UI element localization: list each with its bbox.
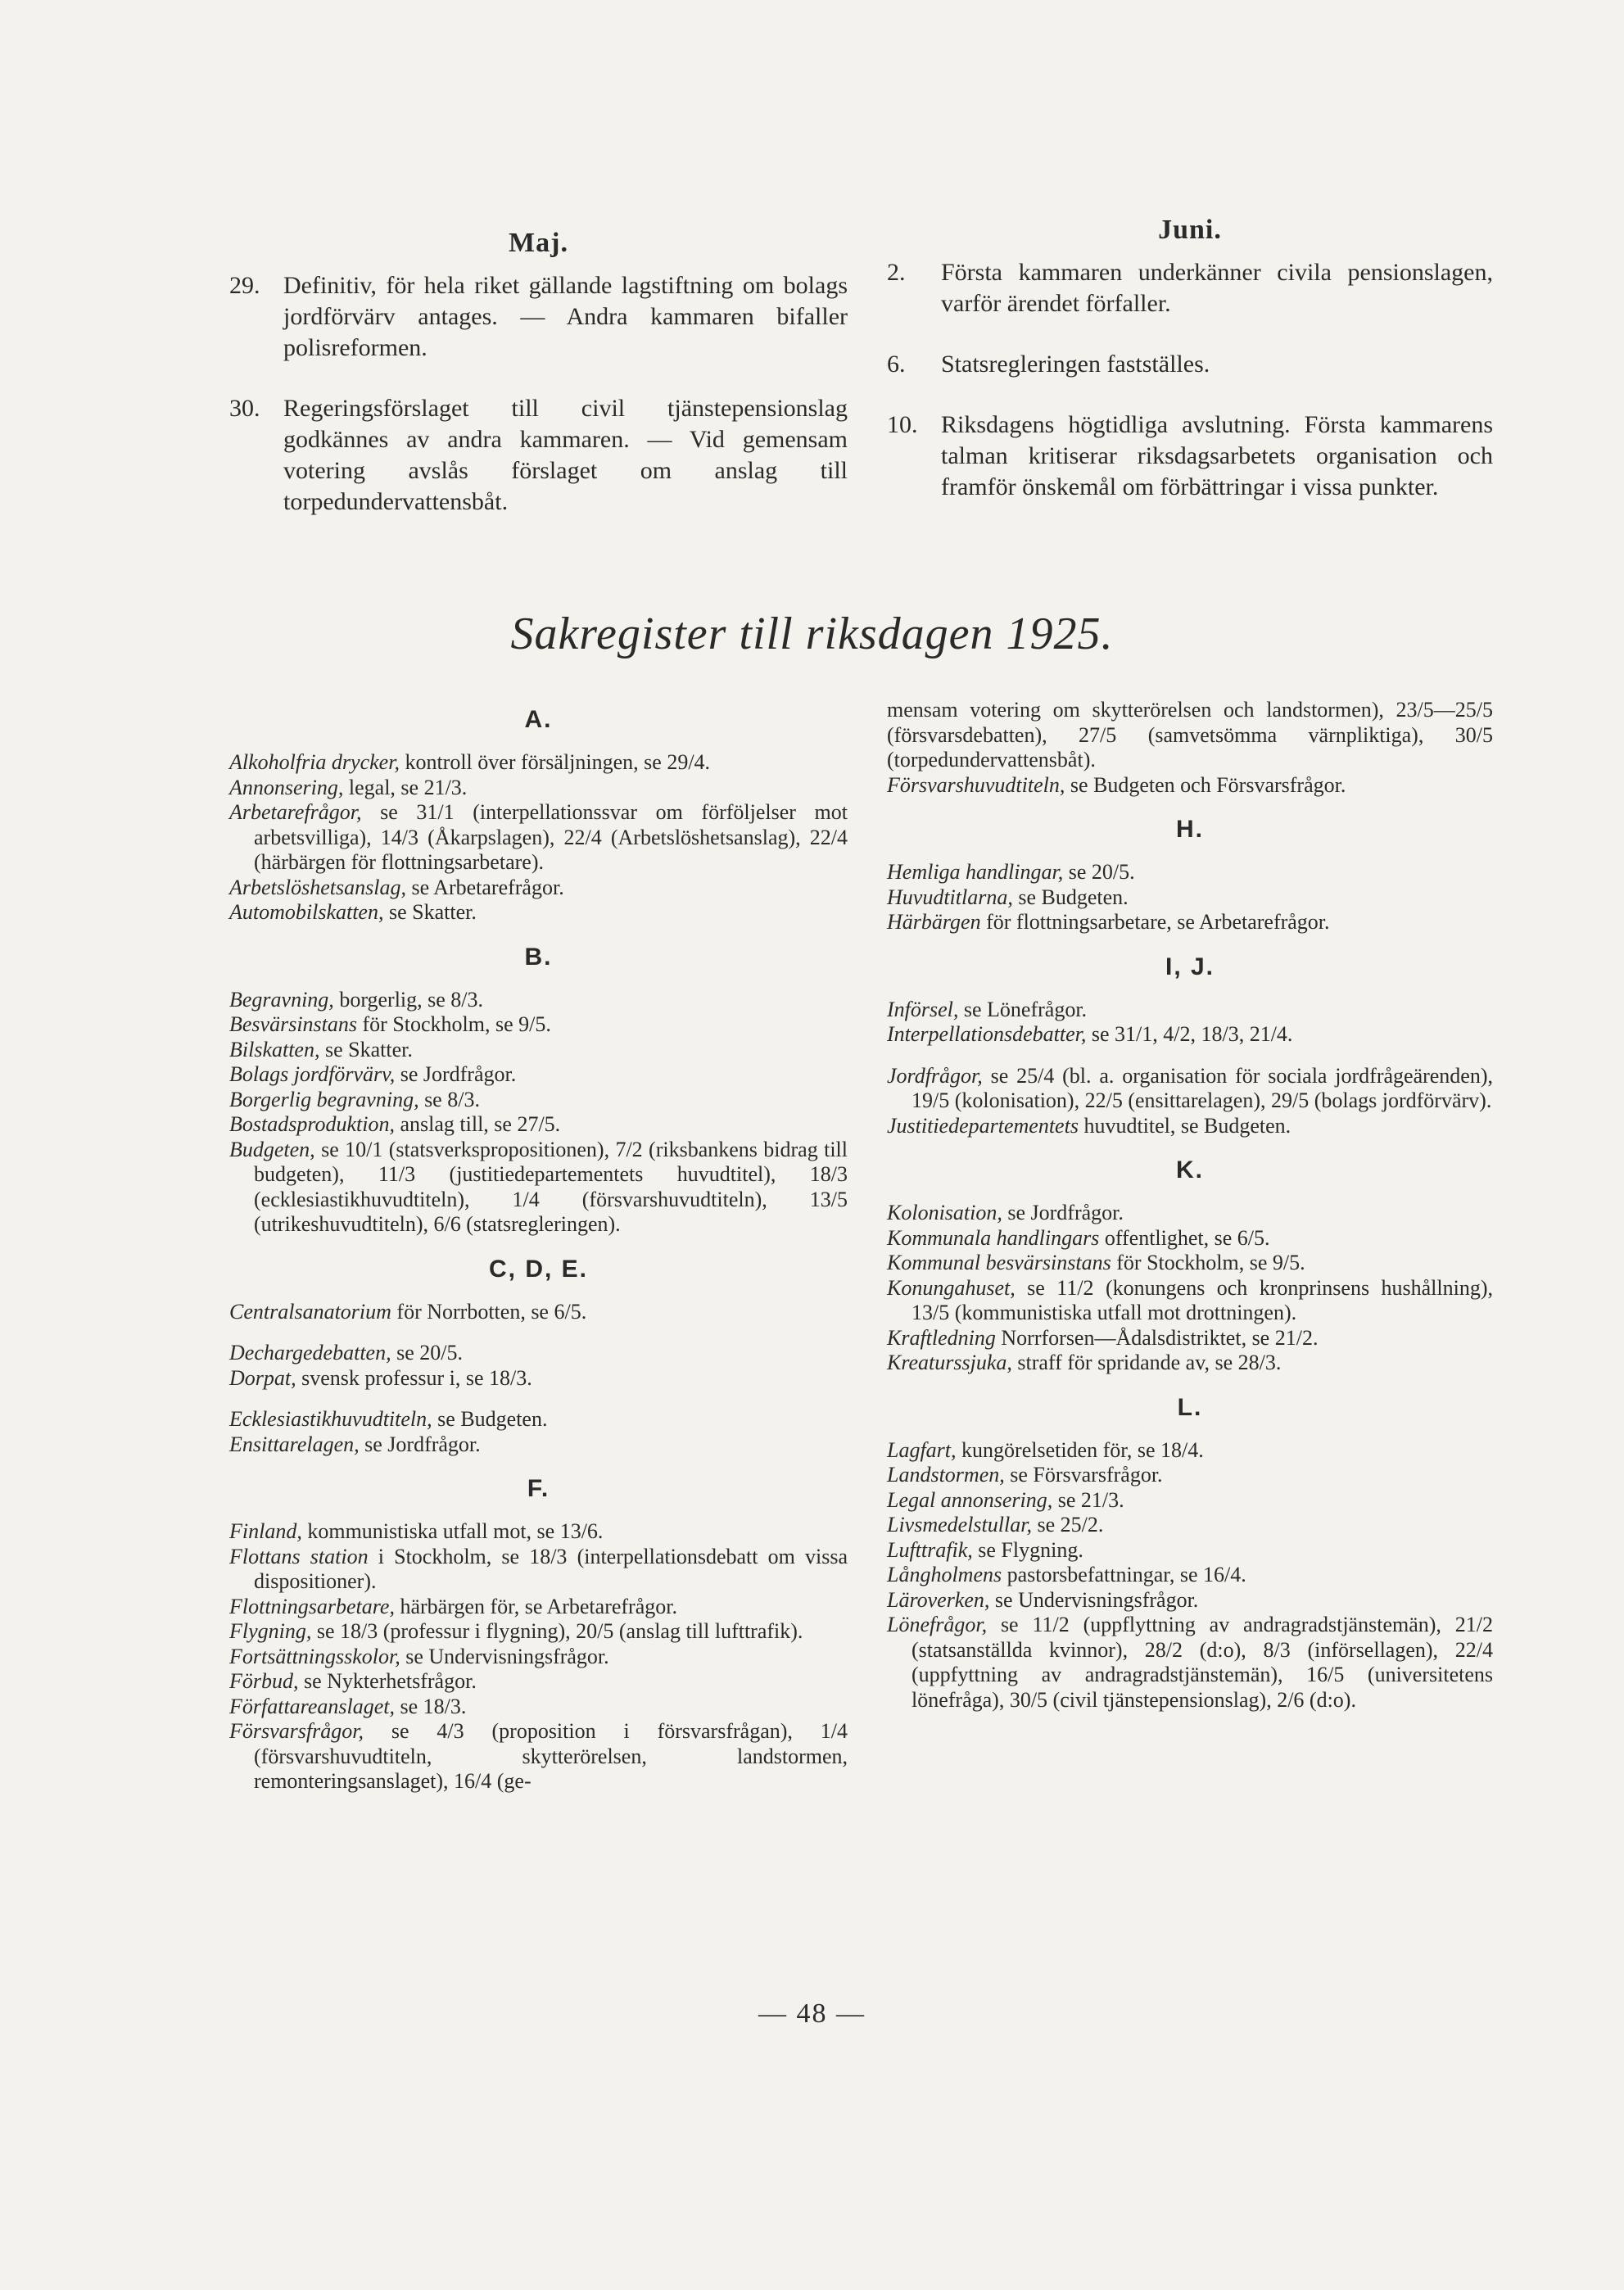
index-term: Justitiedepartementets xyxy=(887,1113,1079,1138)
index-term: Läroverken, xyxy=(887,1587,990,1612)
index-term: Dorpat, xyxy=(229,1365,296,1390)
index-entry xyxy=(887,1438,1493,1464)
index-reference: se 31/1, 4/2, 18/3, 21/4. xyxy=(1086,1022,1293,1046)
month-heading: Juni. xyxy=(1158,215,1222,245)
event-text: Riksdagens högtidliga avslutning. Första kammarens talman kritiserar riksdagsarbetets organisation och framför önskemål om förbättringar i vissa punkter. xyxy=(941,411,1493,500)
index-term: Begravning, xyxy=(229,987,334,1011)
index-reference: svensk professur i, se 18/3. xyxy=(296,1365,532,1390)
index-entry xyxy=(229,1300,848,1325)
index-entry xyxy=(229,1088,848,1113)
index-reference: se Nykterhetsfrågor. xyxy=(298,1669,477,1693)
page-number: — 48 — xyxy=(758,1998,866,2029)
index-term: Bilskatten, xyxy=(229,1037,320,1061)
section-letter: A. xyxy=(524,706,553,733)
index-entry xyxy=(229,1695,848,1720)
event-text: Statsregleringen fastställes. xyxy=(941,351,1210,378)
event-text: Definitiv, för hela riket gällande lagstiftning om bolags jordförvärv antages. — Andra kammaren bifaller polisreformen. xyxy=(283,272,848,361)
index-entry xyxy=(229,1138,848,1238)
index-term: Arbetarefrågor, xyxy=(229,800,362,824)
event-item xyxy=(229,270,848,364)
register-title: Sakregister till riksdagen 1925. xyxy=(510,609,1114,659)
index-entry xyxy=(229,900,848,926)
index-reference: se Undervisningsfrågor. xyxy=(989,1587,1199,1612)
index-reference: se Jordfrågor. xyxy=(395,1062,517,1086)
index-reference: se 10/1 (statsverkspropositionen), 7/2 (riksbankens bidrag till budgeten), 11/3 (justitiedepartementets huvudtitel), 18/3 (ecklesiastikhuvudtiteln), 1/4 (försvarshuvudtiteln), 13/5 (utrikeshuvudtiteln), 6/6 (statsregleringen). xyxy=(254,1137,848,1236)
index-reference: se Skatter. xyxy=(319,1037,413,1061)
index-reference: se Budgeten. xyxy=(1012,885,1129,909)
index-entry xyxy=(229,988,848,1013)
index-term: Borgerlig begravning, xyxy=(229,1087,419,1111)
event-text: Första kammaren underkänner civila pensionslagen, varför ärendet förfaller. xyxy=(941,259,1493,317)
index-term: Lönefrågor, xyxy=(887,1613,988,1636)
index-reference: se Budgeten. xyxy=(432,1407,548,1431)
index-entry xyxy=(887,998,1493,1023)
event-item xyxy=(229,393,848,518)
spacer xyxy=(887,1048,1493,1064)
index-entry xyxy=(887,1463,1493,1488)
register-sections xyxy=(887,816,1493,1713)
index-entry xyxy=(887,1326,1493,1351)
event-date: 10. xyxy=(887,411,918,438)
entry-list xyxy=(887,773,1493,799)
index-reference: se 4/3 (proposition i försvarsfrågan), 1/4 (försvarshuvudtiteln, skytterörelsen, landstormen, remonteringsanslaget), 16/4 (ge- xyxy=(254,1719,848,1793)
event-item xyxy=(887,257,1493,319)
index-entry xyxy=(229,876,848,901)
index-entry xyxy=(887,1588,1493,1613)
index-entry xyxy=(229,1719,848,1794)
index-reference: pastorsbefattningar, se 16/4. xyxy=(1002,1563,1246,1586)
index-entry xyxy=(229,1595,848,1620)
index-term: Lufttrafik, xyxy=(887,1537,973,1562)
index-entry xyxy=(887,1276,1493,1326)
index-reference: kungörelsetiden för, se 18/4. xyxy=(956,1437,1204,1462)
index-term: Annonsering, xyxy=(229,775,344,799)
index-term: Kraftledning xyxy=(887,1325,996,1350)
index-term: Konungahuset, xyxy=(887,1275,1016,1300)
index-term: Bostadsproduktion, xyxy=(229,1112,395,1136)
spacer xyxy=(229,1324,848,1341)
index-reference: se 18/3. xyxy=(394,1694,467,1718)
index-term: Automobilskatten, xyxy=(229,900,384,924)
index-term: Lagfart, xyxy=(887,1437,957,1462)
index-entry xyxy=(229,1407,848,1432)
index-reference: för Stockholm, se 9/5. xyxy=(357,1012,551,1036)
event-list xyxy=(887,257,1493,503)
index-term: Kommunala handlingars xyxy=(887,1225,1100,1250)
index-term: Försvarsfrågor, xyxy=(229,1719,364,1743)
index-term: Huvudtitlarna, xyxy=(887,885,1013,909)
index-entry xyxy=(887,1114,1493,1139)
index-entry xyxy=(229,800,848,876)
register-left-column xyxy=(229,688,848,1794)
index-reference: se 20/5. xyxy=(1063,860,1135,884)
index-entry xyxy=(887,1563,1493,1588)
index-entry xyxy=(229,1645,848,1670)
index-term: Flottans station xyxy=(229,1544,369,1568)
index-reference: se 31/1 (interpellationssvar om förföljelser mot arbetsvilliga), 14/3 (Åkarpslagen), 22/4 (Arbetslöshetsanslag), 22/4 (härbärgen för flottningsarbetare). xyxy=(254,800,848,874)
index-entry xyxy=(229,1545,848,1595)
spacer xyxy=(229,1391,848,1407)
index-entry xyxy=(229,776,848,801)
index-term: Kolonisation, xyxy=(887,1201,1002,1224)
index-term: Bolags jordförvärv, xyxy=(229,1062,396,1086)
section-letter: C, D, E. xyxy=(488,1255,588,1283)
index-entry xyxy=(887,773,1493,799)
index-term: Hemliga handlingar, xyxy=(887,860,1064,884)
index-reference: Norrforsen—Ådalsdistriktet, se 21/2. xyxy=(995,1325,1319,1350)
index-reference: för flottningsarbetare, se Arbetarefrågor. xyxy=(980,910,1330,934)
index-term: Flygning, xyxy=(229,1619,312,1643)
index-entry xyxy=(887,1488,1493,1514)
month-heading: Maj. xyxy=(509,228,568,258)
index-entry xyxy=(887,885,1493,911)
index-reference: straff för spridande av, se 28/3. xyxy=(1011,1351,1282,1374)
index-entry xyxy=(887,910,1493,935)
index-term: Centralsanatorium xyxy=(229,1299,391,1324)
index-entry xyxy=(887,1351,1493,1376)
index-reference: se Flygning. xyxy=(972,1537,1083,1562)
index-reference: huvudtitel, se Budgeten. xyxy=(1078,1113,1292,1138)
index-reference: kommunistiska utfall mot, se 13/6. xyxy=(301,1519,604,1543)
index-reference: legal, se 21/3. xyxy=(343,775,468,799)
index-entry xyxy=(229,1669,848,1695)
index-term: Långholmens xyxy=(887,1563,1002,1586)
section-letter: I, J. xyxy=(1165,953,1215,980)
index-term: Flottningsarbetare, xyxy=(229,1594,395,1618)
index-reference: i Stockholm, se 18/3 (interpellationsdebatt om vissa dispositioner). xyxy=(254,1544,848,1593)
index-entry xyxy=(229,1619,848,1645)
index-entry xyxy=(887,1513,1493,1538)
index-reference: anslag till, se 27/5. xyxy=(394,1112,561,1136)
event-date: 30. xyxy=(229,395,260,422)
index-entry xyxy=(229,1519,848,1545)
index-term: Budgeten, xyxy=(229,1137,315,1161)
index-term: Finland, xyxy=(229,1519,302,1543)
index-reference: kontroll över försäljningen, se 29/4. xyxy=(399,750,711,774)
index-term: Förbud, xyxy=(229,1669,299,1693)
index-entry xyxy=(229,1112,848,1138)
section-letter: L. xyxy=(1177,1393,1203,1421)
index-reference: se Budgeten och Försvarsfrågor. xyxy=(1065,772,1346,797)
index-reference: härbärgen för, se Arbetarefrågor. xyxy=(394,1594,677,1618)
event-date: 29. xyxy=(229,272,260,299)
index-reference: offentlighet, se 6/5. xyxy=(1099,1225,1270,1250)
index-reference: se 21/3. xyxy=(1052,1487,1124,1512)
register-right-column xyxy=(887,698,1493,1713)
index-term: Legal annonsering, xyxy=(887,1487,1053,1512)
index-reference: se 20/5. xyxy=(391,1341,463,1364)
index-entry xyxy=(229,750,848,776)
index-entry xyxy=(229,1366,848,1392)
index-term: Alkoholfria drycker, xyxy=(229,750,400,774)
index-entry xyxy=(229,1012,848,1038)
index-term: Införsel, xyxy=(887,997,959,1021)
index-reference: se Jordfrågor. xyxy=(1002,1201,1124,1224)
event-date: 2. xyxy=(887,259,906,286)
index-reference: för Norrbotten, se 6/5. xyxy=(391,1299,587,1324)
index-entry xyxy=(887,1201,1493,1226)
index-entry xyxy=(229,1341,848,1366)
index-term: Försvarshuvudtiteln, xyxy=(887,772,1065,797)
index-term: Jordfrågor, xyxy=(887,1063,983,1088)
index-reference: se Försvarsfrågor. xyxy=(1004,1463,1163,1487)
index-reference: se 25/2. xyxy=(1031,1513,1104,1536)
index-term: Kreaturssjuka, xyxy=(887,1351,1012,1374)
section-letter: H. xyxy=(1176,816,1204,843)
event-list xyxy=(229,270,848,518)
index-reference: se Lönefrågor. xyxy=(958,997,1088,1021)
event-item xyxy=(887,349,1493,380)
index-reference: för Stockholm, se 9/5. xyxy=(1111,1251,1305,1274)
index-term: Härbärgen xyxy=(887,910,981,934)
index-reference: borgerlig, se 8/3. xyxy=(333,987,484,1011)
section-letter: B. xyxy=(524,943,553,971)
index-entry xyxy=(887,1538,1493,1564)
index-term: Arbetslöshetsanslag, xyxy=(229,875,406,899)
index-reference: se 11/2 (konungens och kronprinsens hushållning), 13/5 (kommunistiska utfall mot drottningen). xyxy=(912,1275,1493,1324)
index-entry xyxy=(887,1613,1493,1713)
index-term: Ensittarelagen, xyxy=(229,1432,360,1456)
event-item xyxy=(887,410,1493,503)
index-term: Livsmedelstullar, xyxy=(887,1513,1032,1536)
index-term: Interpellationsdebatter, xyxy=(887,1022,1087,1046)
index-reference: se 18/3 (professur i flygning), 20/5 (anslag till lufttrafik). xyxy=(311,1619,803,1643)
month-may xyxy=(229,228,848,547)
index-entry xyxy=(229,1038,848,1063)
section-letter: F. xyxy=(527,1475,550,1502)
index-term: Landstormen, xyxy=(887,1463,1005,1487)
index-entry xyxy=(887,860,1493,885)
event-date: 6. xyxy=(887,351,906,378)
index-reference: se Undervisningsfrågor. xyxy=(400,1644,609,1668)
index-reference: se Skatter. xyxy=(383,900,477,924)
index-reference: se 11/2 (uppflyttning av andragradstjänstemän), 21/2 (statsanställda kvinnor), 28/2 (d:o), 8/3 (införsellagen), 22/4 (uppfyttning av andragradstjänstemän), 16/5 (universitetens lönefråga), 30/5 (civil tjänstepensionslag), 2/6 (d:o). xyxy=(912,1613,1493,1712)
index-reference: se Arbetarefrågor. xyxy=(405,875,564,899)
index-term: Ecklesiastikhuvudtiteln, xyxy=(229,1407,432,1431)
index-entry xyxy=(887,1064,1493,1114)
section-letter: K. xyxy=(1176,1156,1204,1183)
index-reference: se Jordfrågor. xyxy=(359,1432,481,1456)
index-entry xyxy=(887,1226,1493,1251)
month-june xyxy=(887,215,1493,532)
index-reference: se 25/4 (bl. a. organisation för sociala jordfrågeärenden), 19/5 (kolonisation), 22/5 (ensittarelagen), 29/5 (bolags jordförvärv). xyxy=(912,1063,1493,1112)
event-text: Regeringsförslaget till civil tjänstepensionslag godkännes av andra kammaren. — Vid gemensam votering avslås förslaget om anslag till torpedundervattensbåt. xyxy=(283,395,848,515)
index-entry xyxy=(887,1251,1493,1276)
index-entry xyxy=(887,1022,1493,1048)
continued-entry: mensam votering om skytterörelsen och landstormen), 23/5—25/5 (försvarsdebatten), 27/5 (samvetsömma värnpliktiga), 30/5 (torpedundervattensbåt). xyxy=(887,698,1493,772)
index-term: Kommunal besvärsinstans xyxy=(887,1251,1111,1274)
index-term: Besvärsinstans xyxy=(229,1012,357,1036)
index-term: Författareanslaget, xyxy=(229,1694,395,1718)
index-term: Fortsättningsskolor, xyxy=(229,1644,400,1668)
index-term: Dechargedebatten, xyxy=(229,1341,391,1364)
index-entry xyxy=(229,1062,848,1088)
index-entry xyxy=(229,1432,848,1458)
index-reference: se 8/3. xyxy=(418,1087,480,1111)
